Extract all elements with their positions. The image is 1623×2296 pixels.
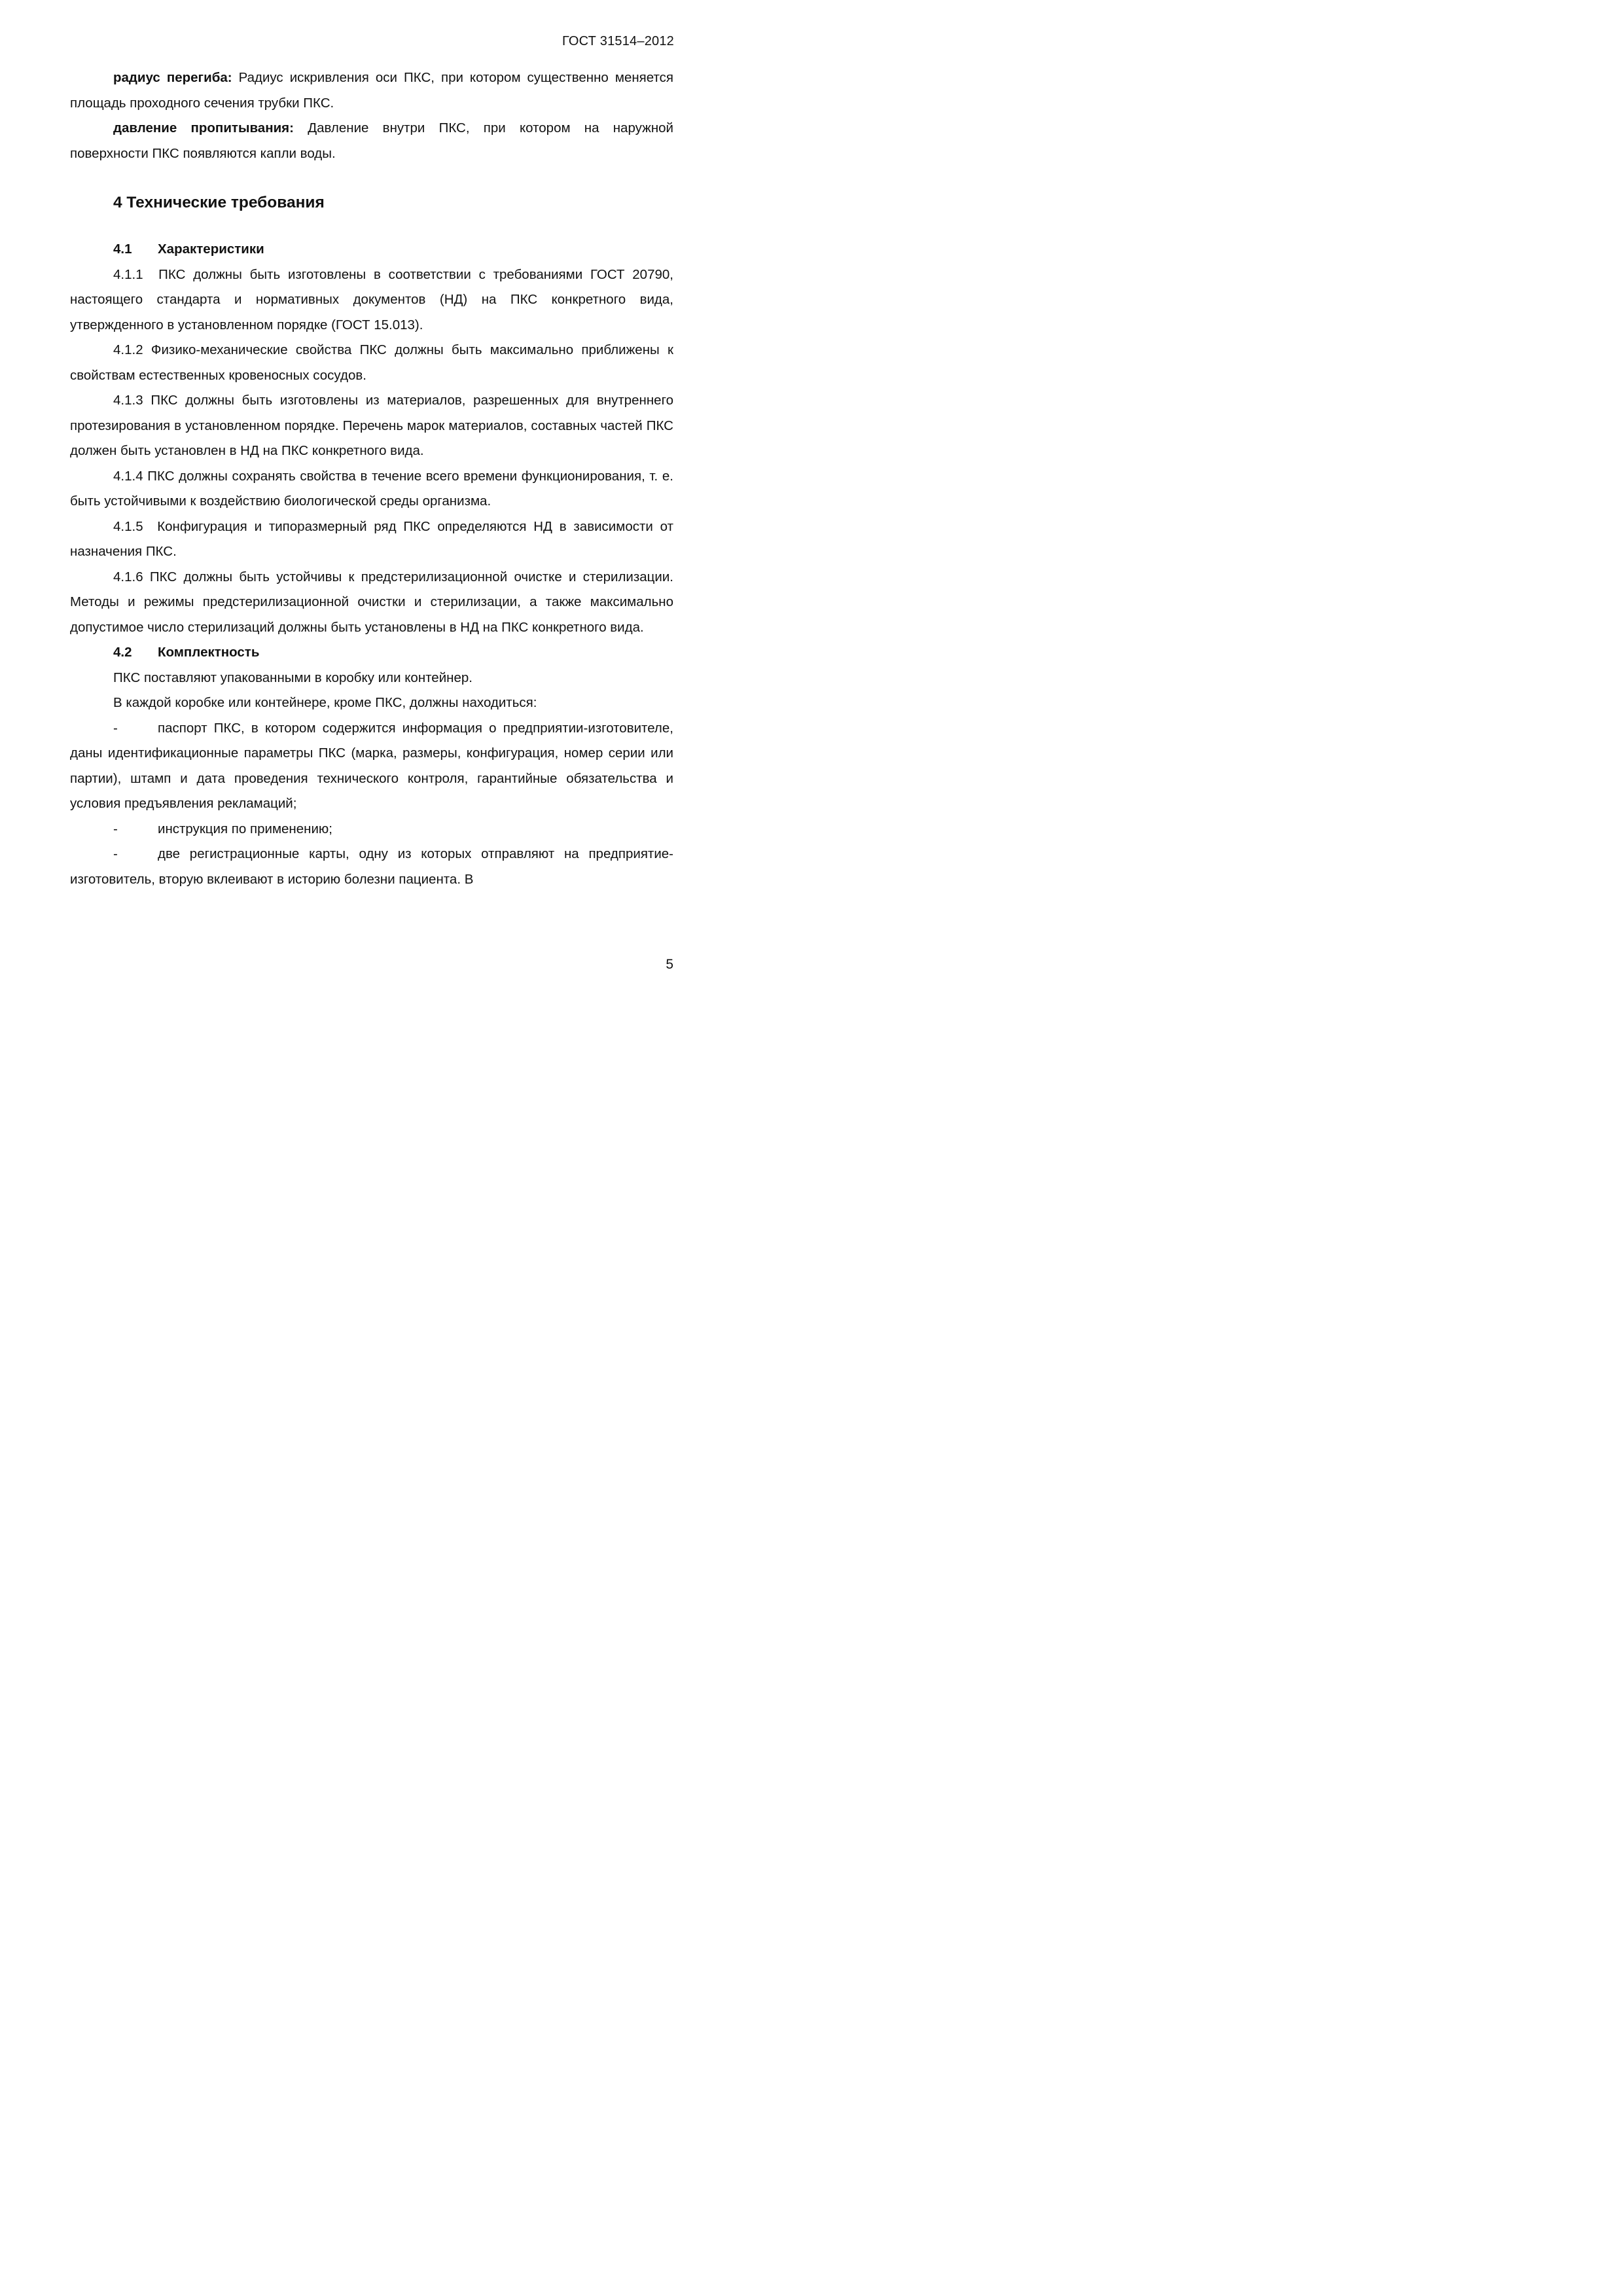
- list-dash: [113, 716, 158, 742]
- clause-text: ПКС должны быть изготовлены из материалов, разрешенных для внутреннего протезирования в установленном порядке. Перечень марок материалов, составных частей ПКС должен быть установлен в НД на ПКС конкретного вида.: [70, 393, 673, 458]
- clause-number: 4.1.4: [113, 468, 143, 484]
- clause-number: 4.1.3: [113, 393, 143, 408]
- clause-4-1-1: [70, 262, 673, 338]
- clause-4-1-4: [70, 464, 673, 514]
- subsection-4-1-heading: [113, 237, 673, 262]
- definition-term: радиус перегиба:: [113, 70, 232, 85]
- list-item-text: две регистрационные карты, одну из которых отправляют на предприятие-изготовитель, вторую вклеивают в историю болезни пациента. В: [70, 846, 673, 887]
- clause-number: 4.1.5: [113, 518, 143, 534]
- subsection-4-2-heading: [113, 640, 673, 666]
- section-title: 4 Технические требования: [113, 194, 325, 211]
- clause-text: ПКС должны быть изготовлены в соответствии с требованиями ГОСТ 20790, настоящего стандарта и нормативных документов (НД) на ПКС конкретного вида, утвержденного в установленном порядке (ГОСТ 15.013).: [70, 266, 673, 332]
- clause-4-1-2: [70, 338, 673, 388]
- clause-number: 4.1.6: [113, 569, 143, 584]
- paragraph-delivery: ПКС поставляют упакованными в коробку или контейнер.: [113, 670, 473, 685]
- list-item-text: паспорт ПКС, в котором содержится информация о предприятии-изготовителе, даны идентификационные параметры ПКС (марка, размеры, конфигурация, номер серии или партии), штамп и дата проведения технического контроля, гарантийные обязательства и условия предъявления рекламаций;: [70, 720, 673, 811]
- definition-text: Радиус искривления оси ПКС, при котором существенно меняется площадь проходного сечения трубки ПКС.: [70, 70, 673, 111]
- clause-4-1-6: [70, 565, 673, 641]
- list-item-text: инструкция по применению;: [158, 821, 333, 836]
- subsection-title: Характеристики: [158, 242, 264, 257]
- clause-number: 4.1.2: [113, 342, 143, 357]
- page-number: 5: [666, 957, 673, 972]
- subsection-number: 4.1: [113, 242, 132, 257]
- document-code-header: ГОСТ 31514–2012: [562, 34, 674, 48]
- clause-text: ПКС должны быть устойчивы к предстерилизационной очистке и стерилизации. Методы и режимы предстерилизационной очистки и стерилизации, а также максимально допустимое число стерилизаций должны быть установлены в НД на ПКС конкретного вида.: [70, 569, 674, 635]
- list-dash: [113, 842, 158, 867]
- definition-bend-radius: [70, 65, 673, 116]
- subsection-number: 4.2: [113, 645, 132, 660]
- clause-number: 4.1.1: [113, 266, 143, 282]
- list-item-instructions: [70, 817, 673, 842]
- definition-text: Давление внутри ПКС, при котором на наружной поверхности ПКС появляются капли воды.: [70, 120, 673, 161]
- clause-4-1-3: [70, 388, 673, 464]
- list-item-passport: [70, 716, 673, 817]
- clause-4-1-5: [70, 514, 673, 565]
- document-body: [70, 65, 673, 892]
- paragraph-contents: В каждой коробке или контейнере, кроме ПКС, должны находиться:: [113, 695, 537, 710]
- clause-text: ПКС должны сохранять свойства в течение всего времени функционирования, т. е. быть устойчивыми к воздействию биологической среды организма.: [70, 468, 673, 509]
- clause-text: Конфигурация и типоразмерный ряд ПКС определяются НД в зависимости от назначения ПКС.: [70, 518, 673, 559]
- subsection-title: Комплектность: [158, 645, 260, 660]
- definition-term: давление пропитывания:: [113, 120, 294, 135]
- definition-soak-pressure: [70, 116, 673, 166]
- list-dash: [113, 817, 158, 842]
- clause-text: Физико-механические свойства ПКС должны быть максимально приближены к свойствам естественных кровеносных сосудов.: [70, 342, 673, 383]
- list-item-registration-cards: [70, 842, 673, 892]
